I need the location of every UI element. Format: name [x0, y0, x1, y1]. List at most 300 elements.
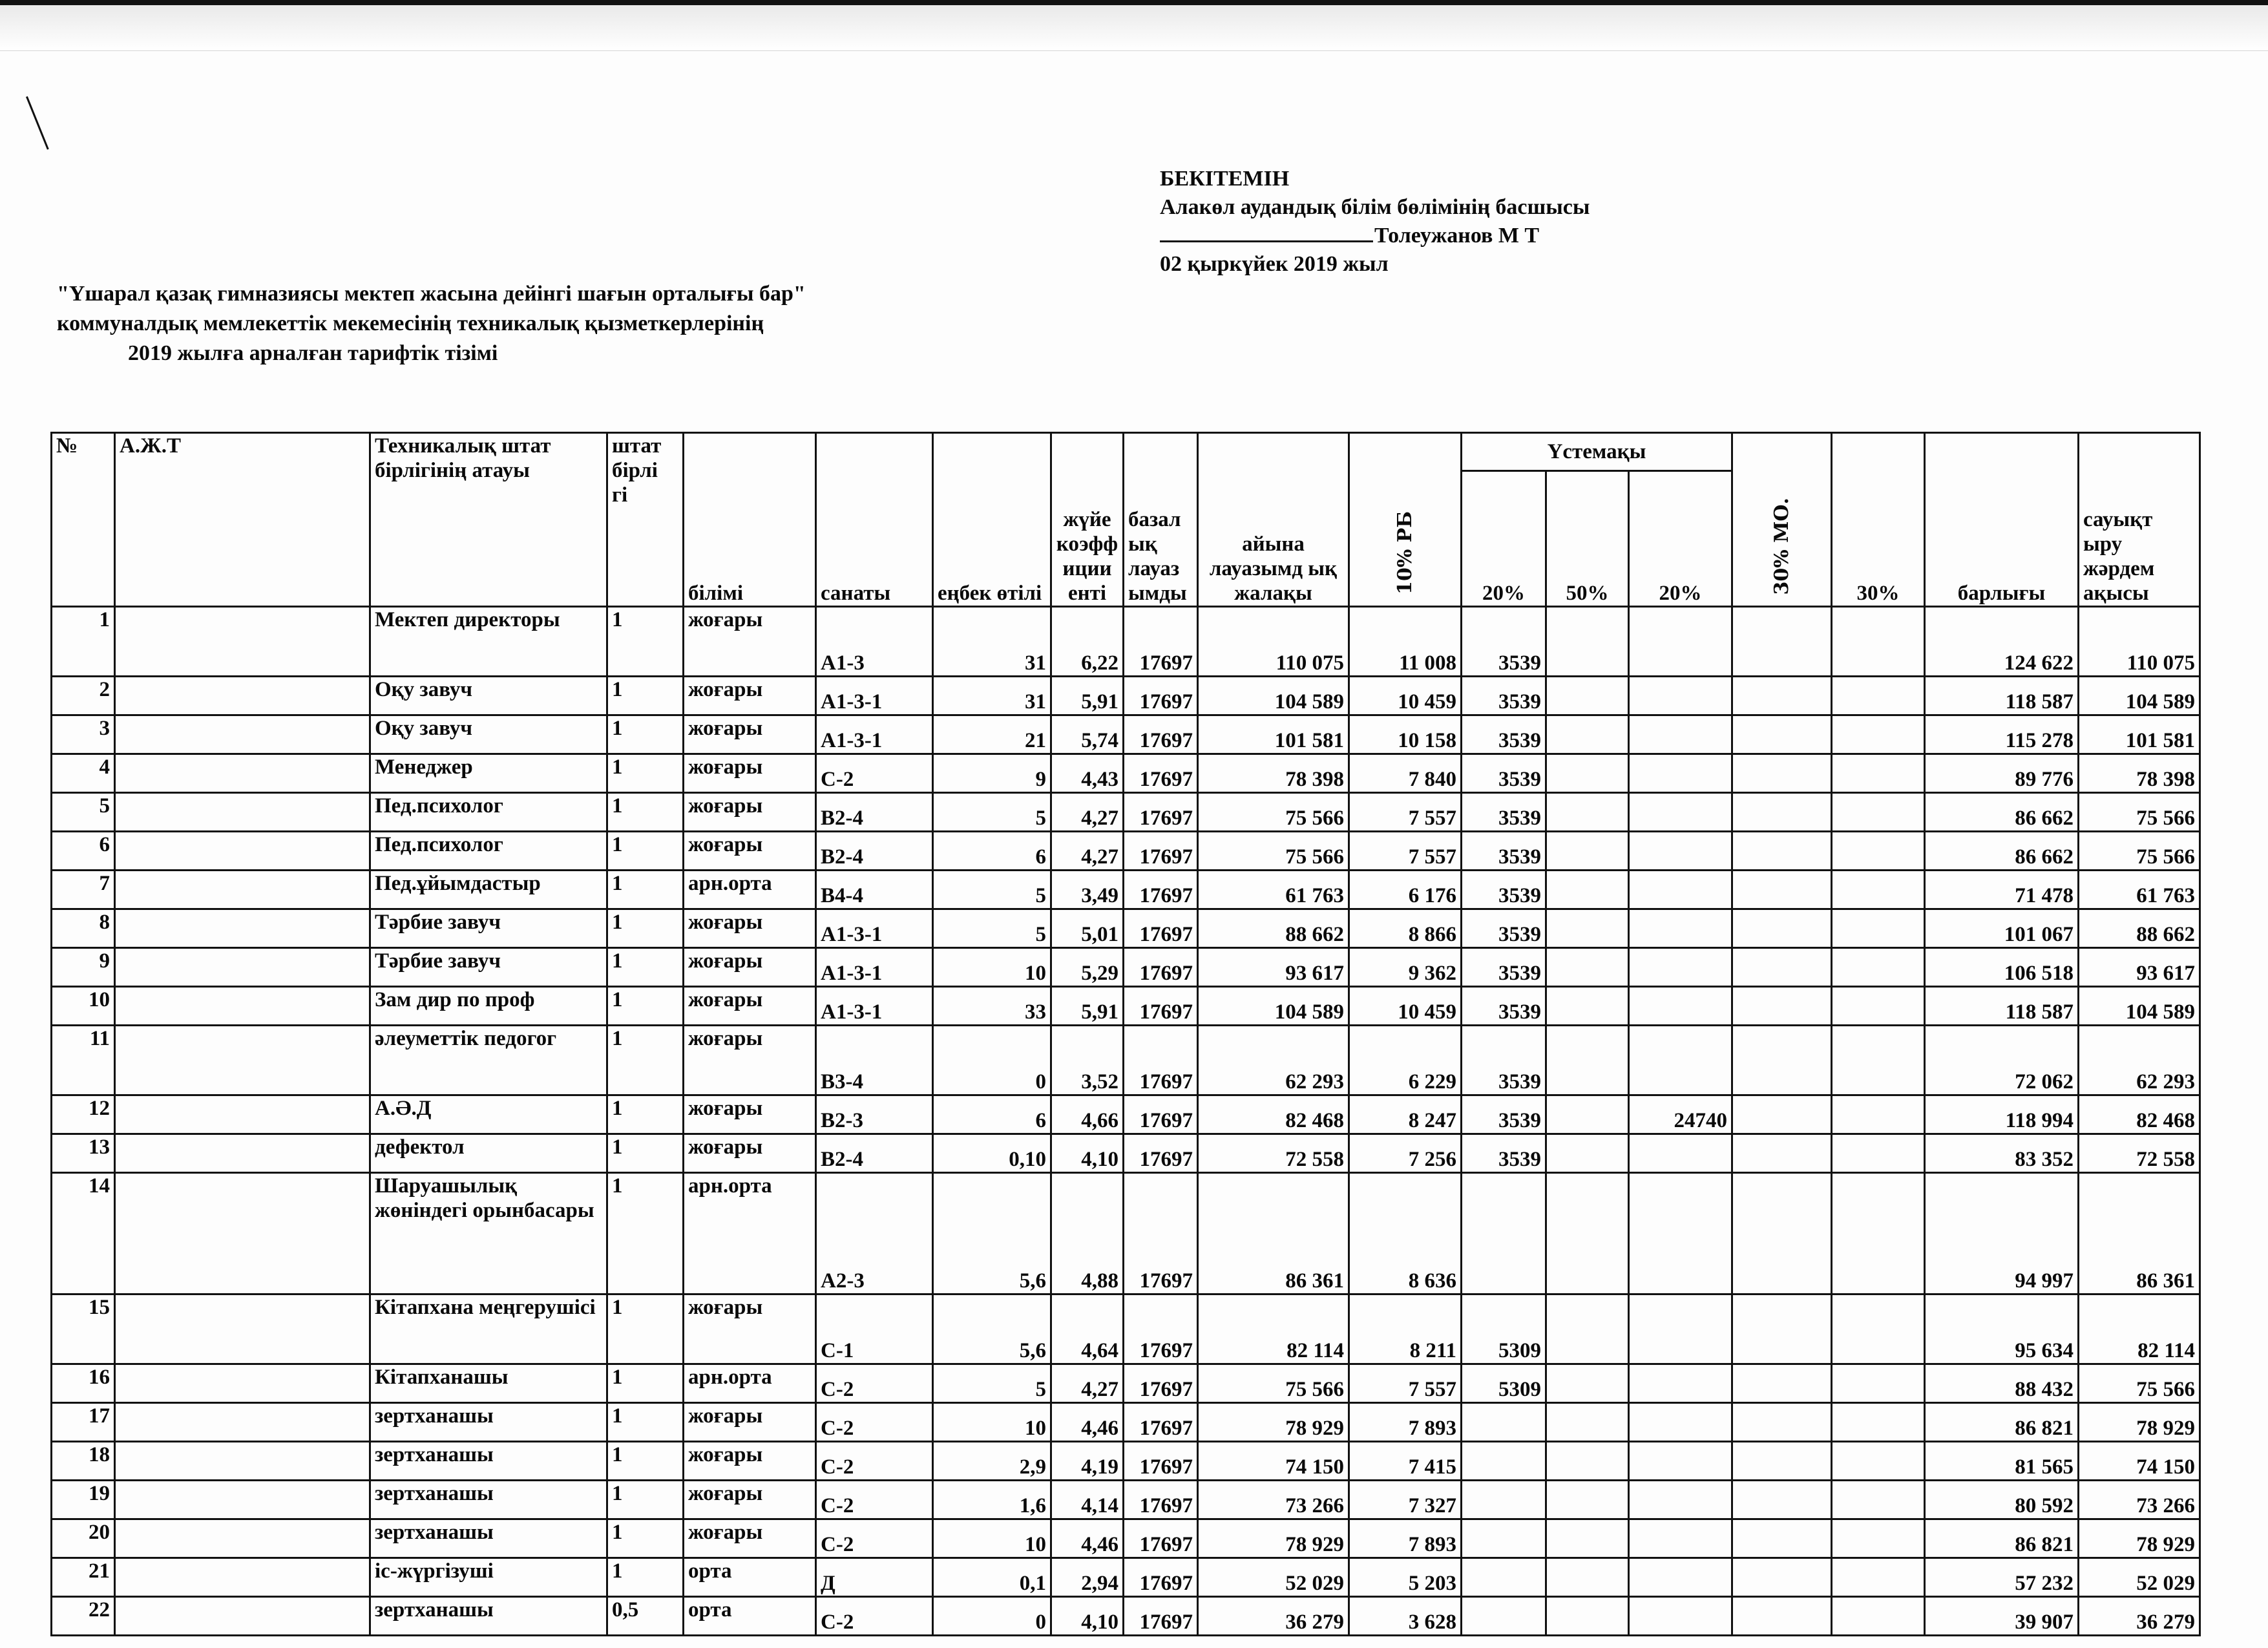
row-base-salary: 17697 — [1124, 754, 1198, 793]
row-fio — [115, 1095, 370, 1134]
row-coefficient: 4,14 — [1051, 1481, 1124, 1519]
row-total: 83 352 — [1925, 1134, 2079, 1173]
scan-shadow — [0, 5, 2268, 51]
col-header-allow-20b: 20% — [1629, 471, 1732, 607]
row-total: 94 997 — [1925, 1173, 2079, 1294]
row-p30 — [1832, 715, 1925, 754]
table-row — [52, 677, 2200, 715]
row-base-salary: 17697 — [1124, 871, 1198, 909]
row-mo30 — [1732, 987, 1832, 1026]
row-monthly-salary: 73 266 — [1198, 1481, 1349, 1519]
col-header-allow-50: 50% — [1546, 471, 1629, 607]
title-line-2: коммуналдық мемлекеттік мекемесінің техникалық қызметкерлерінің — [57, 312, 764, 335]
table-row — [52, 832, 2200, 871]
row-category: А1-3-1 — [816, 677, 933, 715]
row-mo30 — [1732, 677, 1832, 715]
approval-block — [1160, 165, 1590, 279]
row-number: 13 — [52, 1134, 115, 1173]
row-p30 — [1832, 754, 1925, 793]
row-mo30 — [1732, 1481, 1832, 1519]
approval-position: Алакөл аудандық білім бөлімінің басшысы — [1160, 195, 1590, 219]
table-row — [52, 715, 2200, 754]
row-base-salary: 17697 — [1124, 1558, 1198, 1597]
row-units: 1 — [607, 1558, 684, 1597]
title-line-1: "Үшарал қазақ гимназиясы мектеп жасына дейінгі шағын орталығы бар" — [57, 282, 806, 306]
row-rb10: 5 203 — [1349, 1558, 1462, 1597]
row-fio — [115, 1026, 370, 1095]
row-allow-50 — [1546, 1026, 1629, 1095]
row-total: 88 432 — [1925, 1364, 2079, 1403]
row-coefficient: 4,88 — [1051, 1173, 1124, 1294]
row-allow-20b — [1629, 987, 1732, 1026]
row-coefficient: 4,43 — [1051, 754, 1124, 793]
col-header-total: барлығы — [1925, 433, 2079, 607]
col-header-position: Техникалық штат бірлігінің атауы — [370, 433, 607, 607]
row-mo30 — [1732, 909, 1832, 948]
row-total: 57 232 — [1925, 1558, 2079, 1597]
row-base-salary: 17697 — [1124, 1026, 1198, 1095]
row-monthly-salary: 86 361 — [1198, 1173, 1349, 1294]
row-monthly-salary: 61 763 — [1198, 871, 1349, 909]
row-health-aid: 82 114 — [2079, 1294, 2200, 1364]
row-category: А1-3-1 — [816, 987, 933, 1026]
row-allow-50 — [1546, 1519, 1629, 1558]
row-base-salary: 17697 — [1124, 832, 1198, 871]
row-coefficient: 4,19 — [1051, 1442, 1124, 1481]
row-allow-20a: 3539 — [1462, 715, 1546, 754]
row-experience: 0 — [933, 1026, 1051, 1095]
row-number: 17 — [52, 1403, 115, 1442]
row-fio — [115, 715, 370, 754]
row-experience: 5,6 — [933, 1173, 1051, 1294]
row-experience: 6 — [933, 1095, 1051, 1134]
row-units: 1 — [607, 871, 684, 909]
table-row — [52, 987, 2200, 1026]
col-header-education: білімі — [684, 433, 816, 607]
row-number: 20 — [52, 1519, 115, 1558]
row-base-salary: 17697 — [1124, 677, 1198, 715]
row-coefficient: 4,27 — [1051, 1364, 1124, 1403]
row-fio — [115, 607, 370, 677]
row-base-salary: 17697 — [1124, 948, 1198, 987]
row-allow-20a: 5309 — [1462, 1294, 1546, 1364]
row-base-salary: 17697 — [1124, 715, 1198, 754]
row-coefficient: 6,22 — [1051, 607, 1124, 677]
row-category: А1-3-1 — [816, 909, 933, 948]
row-experience: 5 — [933, 871, 1051, 909]
row-allow-20b — [1629, 832, 1732, 871]
row-p30 — [1832, 677, 1925, 715]
row-monthly-salary: 104 589 — [1198, 677, 1349, 715]
row-coefficient: 5,29 — [1051, 948, 1124, 987]
row-mo30 — [1732, 1294, 1832, 1364]
row-coefficient: 5,91 — [1051, 987, 1124, 1026]
row-health-aid: 75 566 — [2079, 1364, 2200, 1403]
row-position: Кітапханашы — [370, 1364, 607, 1403]
row-health-aid: 75 566 — [2079, 793, 2200, 832]
col-header-rb10 — [1349, 433, 1462, 607]
row-mo30 — [1732, 1173, 1832, 1294]
row-education: жоғары — [684, 793, 816, 832]
row-allow-50 — [1546, 987, 1629, 1026]
row-units: 1 — [607, 1364, 684, 1403]
table-row — [52, 1173, 2200, 1294]
row-total: 39 907 — [1925, 1597, 2079, 1636]
row-mo30 — [1732, 1558, 1832, 1597]
row-experience: 5,6 — [933, 1294, 1051, 1364]
row-category: В2-4 — [816, 793, 933, 832]
row-health-aid: 104 589 — [2079, 987, 2200, 1026]
row-units: 1 — [607, 677, 684, 715]
row-allow-20a: 3539 — [1462, 677, 1546, 715]
table-row — [52, 1026, 2200, 1095]
row-allow-20b — [1629, 1519, 1732, 1558]
table-row — [52, 948, 2200, 987]
row-education: жоғары — [684, 1134, 816, 1173]
row-rb10: 10 459 — [1349, 987, 1462, 1026]
row-monthly-salary: 36 279 — [1198, 1597, 1349, 1636]
row-mo30 — [1732, 832, 1832, 871]
row-health-aid: 88 662 — [2079, 909, 2200, 948]
col-header-allow-20a: 20% — [1462, 471, 1546, 607]
row-units: 0,5 — [607, 1597, 684, 1636]
row-education: жоғары — [684, 1095, 816, 1134]
row-mo30 — [1732, 1519, 1832, 1558]
row-experience: 0,1 — [933, 1558, 1051, 1597]
col-header-p30: 30% — [1832, 433, 1925, 607]
row-mo30 — [1732, 607, 1832, 677]
row-monthly-salary: 75 566 — [1198, 793, 1349, 832]
scan-edge — [0, 0, 2268, 5]
row-rb10: 7 557 — [1349, 793, 1462, 832]
row-experience: 21 — [933, 715, 1051, 754]
row-position: Менеджер — [370, 754, 607, 793]
row-mo30 — [1732, 871, 1832, 909]
row-number: 12 — [52, 1095, 115, 1134]
row-fio — [115, 793, 370, 832]
row-experience: 1,6 — [933, 1481, 1051, 1519]
row-education: жоғары — [684, 832, 816, 871]
row-total: 118 587 — [1925, 677, 2079, 715]
row-experience: 9 — [933, 754, 1051, 793]
row-monthly-salary: 82 114 — [1198, 1294, 1349, 1364]
approval-date: 02 қыркүйек 2019 жыл — [1160, 252, 1389, 276]
row-number: 16 — [52, 1364, 115, 1403]
row-category: С-2 — [816, 754, 933, 793]
row-rb10: 9 362 — [1349, 948, 1462, 987]
row-allow-20a: 3539 — [1462, 948, 1546, 987]
row-base-salary: 17697 — [1124, 1173, 1198, 1294]
row-allow-20b — [1629, 677, 1732, 715]
row-fio — [115, 1403, 370, 1442]
row-allow-20b — [1629, 1173, 1732, 1294]
row-allow-20a: 3539 — [1462, 987, 1546, 1026]
tariff-table — [50, 432, 2201, 1636]
row-position: Пед.психолог — [370, 832, 607, 871]
row-fio — [115, 1481, 370, 1519]
row-fio — [115, 677, 370, 715]
row-monthly-salary: 93 617 — [1198, 948, 1349, 987]
row-allow-20b — [1629, 871, 1732, 909]
row-p30 — [1832, 1294, 1925, 1364]
row-health-aid: 78 929 — [2079, 1403, 2200, 1442]
row-mo30 — [1732, 1364, 1832, 1403]
row-rb10: 6 229 — [1349, 1026, 1462, 1095]
row-units: 1 — [607, 1294, 684, 1364]
row-base-salary: 17697 — [1124, 987, 1198, 1026]
row-monthly-salary: 78 929 — [1198, 1519, 1349, 1558]
row-experience: 5 — [933, 793, 1051, 832]
row-coefficient: 4,46 — [1051, 1519, 1124, 1558]
table-body — [52, 607, 2200, 1636]
row-allow-50 — [1546, 754, 1629, 793]
row-mo30 — [1732, 1095, 1832, 1134]
row-health-aid: 62 293 — [2079, 1026, 2200, 1095]
row-category: С-2 — [816, 1481, 933, 1519]
row-total: 71 478 — [1925, 871, 2079, 909]
row-number: 7 — [52, 871, 115, 909]
row-category: А1-3-1 — [816, 715, 933, 754]
row-total: 89 776 — [1925, 754, 2079, 793]
row-total: 80 592 — [1925, 1481, 2079, 1519]
row-health-aid: 36 279 — [2079, 1597, 2200, 1636]
row-base-salary: 17697 — [1124, 1403, 1198, 1442]
row-allow-20b — [1629, 793, 1732, 832]
row-fio — [115, 1364, 370, 1403]
row-p30 — [1832, 793, 1925, 832]
row-health-aid: 82 468 — [2079, 1095, 2200, 1134]
row-rb10: 11 008 — [1349, 607, 1462, 677]
row-allow-20b — [1629, 1403, 1732, 1442]
row-position: Зам дир по проф — [370, 987, 607, 1026]
row-total: 86 821 — [1925, 1519, 2079, 1558]
approval-heading: БЕКІТЕМІН — [1160, 167, 1290, 191]
row-fio — [115, 948, 370, 987]
row-number: 19 — [52, 1481, 115, 1519]
row-allow-20b — [1629, 1597, 1732, 1636]
row-units: 1 — [607, 607, 684, 677]
row-base-salary: 17697 — [1124, 909, 1198, 948]
row-mo30 — [1732, 754, 1832, 793]
row-p30 — [1832, 832, 1925, 871]
row-category: С-2 — [816, 1364, 933, 1403]
row-allow-20b — [1629, 1026, 1732, 1095]
row-monthly-salary: 78 398 — [1198, 754, 1349, 793]
row-coefficient: 4,46 — [1051, 1403, 1124, 1442]
row-coefficient: 4,10 — [1051, 1597, 1124, 1636]
row-allow-20a: 3539 — [1462, 607, 1546, 677]
row-coefficient: 5,74 — [1051, 715, 1124, 754]
row-p30 — [1832, 607, 1925, 677]
table-row — [52, 1364, 2200, 1403]
row-fio — [115, 1294, 370, 1364]
row-units: 1 — [607, 754, 684, 793]
col-header-mo30 — [1732, 433, 1832, 607]
row-allow-50 — [1546, 832, 1629, 871]
row-p30 — [1832, 1403, 1925, 1442]
signature-line — [1160, 240, 1373, 242]
row-health-aid: 86 361 — [2079, 1173, 2200, 1294]
row-education: жоғары — [684, 1442, 816, 1481]
row-p30 — [1832, 1134, 1925, 1173]
row-base-salary: 17697 — [1124, 1095, 1198, 1134]
row-allow-50 — [1546, 1173, 1629, 1294]
row-education: жоғары — [684, 1026, 816, 1095]
row-monthly-salary: 52 029 — [1198, 1558, 1349, 1597]
row-base-salary: 17697 — [1124, 1134, 1198, 1173]
row-p30 — [1832, 1364, 1925, 1403]
table-row — [52, 754, 2200, 793]
row-fio — [115, 1519, 370, 1558]
row-health-aid: 61 763 — [2079, 871, 2200, 909]
row-allow-20a: 5309 — [1462, 1364, 1546, 1403]
col-header-allowances: Үстемақы — [1462, 433, 1732, 471]
row-base-salary: 17697 — [1124, 1519, 1198, 1558]
row-number: 8 — [52, 909, 115, 948]
row-allow-20b — [1629, 1134, 1732, 1173]
mo30-label: 30% МО. — [1770, 497, 1793, 595]
row-health-aid: 78 398 — [2079, 754, 2200, 793]
row-coefficient: 4,64 — [1051, 1294, 1124, 1364]
row-position: Пед.ұйымдастыр — [370, 871, 607, 909]
row-health-aid: 73 266 — [2079, 1481, 2200, 1519]
row-units: 1 — [607, 1403, 684, 1442]
row-allow-20b — [1629, 715, 1732, 754]
row-mo30 — [1732, 1134, 1832, 1173]
row-allow-50 — [1546, 1597, 1629, 1636]
row-position: дефектол — [370, 1134, 607, 1173]
col-header-base-salary: базал ық лауаз ымды — [1124, 433, 1198, 607]
col-header-category: санаты — [816, 433, 933, 607]
row-allow-50 — [1546, 715, 1629, 754]
row-monthly-salary: 75 566 — [1198, 832, 1349, 871]
row-units: 1 — [607, 715, 684, 754]
table-row — [52, 1403, 2200, 1442]
row-number: 18 — [52, 1442, 115, 1481]
row-experience: 10 — [933, 1403, 1051, 1442]
row-allow-50 — [1546, 1294, 1629, 1364]
row-rb10: 7 327 — [1349, 1481, 1462, 1519]
col-header-no: № — [52, 433, 115, 607]
row-education: жоғары — [684, 754, 816, 793]
row-allow-50 — [1546, 1364, 1629, 1403]
row-rb10: 8 247 — [1349, 1095, 1462, 1134]
header-row-1 — [52, 433, 2200, 471]
table-row — [52, 1095, 2200, 1134]
row-experience: 10 — [933, 1519, 1051, 1558]
table-row — [52, 1558, 2200, 1597]
row-number: 15 — [52, 1294, 115, 1364]
row-education: орта — [684, 1558, 816, 1597]
row-experience: 0,10 — [933, 1134, 1051, 1173]
row-monthly-salary: 88 662 — [1198, 909, 1349, 948]
row-health-aid: 93 617 — [2079, 948, 2200, 987]
row-coefficient: 5,01 — [1051, 909, 1124, 948]
row-base-salary: 17697 — [1124, 1364, 1198, 1403]
row-base-salary: 17697 — [1124, 1597, 1198, 1636]
row-base-salary: 17697 — [1124, 793, 1198, 832]
row-mo30 — [1732, 1026, 1832, 1095]
row-coefficient: 3,49 — [1051, 871, 1124, 909]
row-total: 118 587 — [1925, 987, 2079, 1026]
row-base-salary: 17697 — [1124, 607, 1198, 677]
row-units: 1 — [607, 1134, 684, 1173]
row-allow-50 — [1546, 1403, 1629, 1442]
row-total: 86 662 — [1925, 793, 2079, 832]
row-health-aid: 101 581 — [2079, 715, 2200, 754]
row-health-aid: 72 558 — [2079, 1134, 2200, 1173]
row-allow-50 — [1546, 1134, 1629, 1173]
row-education: жоғары — [684, 909, 816, 948]
row-rb10: 8 211 — [1349, 1294, 1462, 1364]
row-experience: 33 — [933, 987, 1051, 1026]
row-position: зертханашы — [370, 1403, 607, 1442]
row-coefficient: 4,27 — [1051, 793, 1124, 832]
col-header-monthly-salary: айына лауазымд ық жалақы — [1198, 433, 1349, 607]
row-health-aid: 78 929 — [2079, 1519, 2200, 1558]
row-number: 14 — [52, 1173, 115, 1294]
row-health-aid: 52 029 — [2079, 1558, 2200, 1597]
col-header-fio: А.Ж.Т — [115, 433, 370, 607]
row-monthly-salary: 62 293 — [1198, 1026, 1349, 1095]
row-fio — [115, 1173, 370, 1294]
approval-signature-row — [1160, 222, 1590, 250]
row-category: А1-3-1 — [816, 948, 933, 987]
row-allow-20b — [1629, 1481, 1732, 1519]
row-number: 22 — [52, 1597, 115, 1636]
row-units: 1 — [607, 987, 684, 1026]
row-position: Кітапхана меңгерушісі — [370, 1294, 607, 1364]
row-experience: 31 — [933, 677, 1051, 715]
row-units: 1 — [607, 832, 684, 871]
row-category: С-1 — [816, 1294, 933, 1364]
row-category: А2-3 — [816, 1173, 933, 1294]
row-mo30 — [1732, 1403, 1832, 1442]
row-fio — [115, 871, 370, 909]
row-experience: 0 — [933, 1597, 1051, 1636]
row-number: 4 — [52, 754, 115, 793]
row-rb10: 8 636 — [1349, 1173, 1462, 1294]
row-mo30 — [1732, 793, 1832, 832]
table-row — [52, 1597, 2200, 1636]
row-fio — [115, 754, 370, 793]
row-fio — [115, 909, 370, 948]
row-p30 — [1832, 1481, 1925, 1519]
row-allow-20b — [1629, 1558, 1732, 1597]
row-fio — [115, 1134, 370, 1173]
table-row — [52, 871, 2200, 909]
row-allow-20a: 3539 — [1462, 832, 1546, 871]
row-allow-20b — [1629, 948, 1732, 987]
row-allow-50 — [1546, 1481, 1629, 1519]
row-education: жоғары — [684, 677, 816, 715]
row-position: зертханашы — [370, 1597, 607, 1636]
row-monthly-salary: 72 558 — [1198, 1134, 1349, 1173]
row-category: В2-3 — [816, 1095, 933, 1134]
row-position: Шаруашылық жөніндегі орынбасары — [370, 1173, 607, 1294]
row-experience: 5 — [933, 909, 1051, 948]
row-mo30 — [1732, 948, 1832, 987]
row-position: Тәрбие завуч — [370, 948, 607, 987]
row-allow-20a — [1462, 1403, 1546, 1442]
row-units: 1 — [607, 1519, 684, 1558]
row-position: Мектеп директоры — [370, 607, 607, 677]
row-allow-20a: 3539 — [1462, 754, 1546, 793]
rb10-label: 10% РБ — [1393, 511, 1416, 595]
row-allow-20a — [1462, 1519, 1546, 1558]
table-row — [52, 607, 2200, 677]
row-p30 — [1832, 1173, 1925, 1294]
